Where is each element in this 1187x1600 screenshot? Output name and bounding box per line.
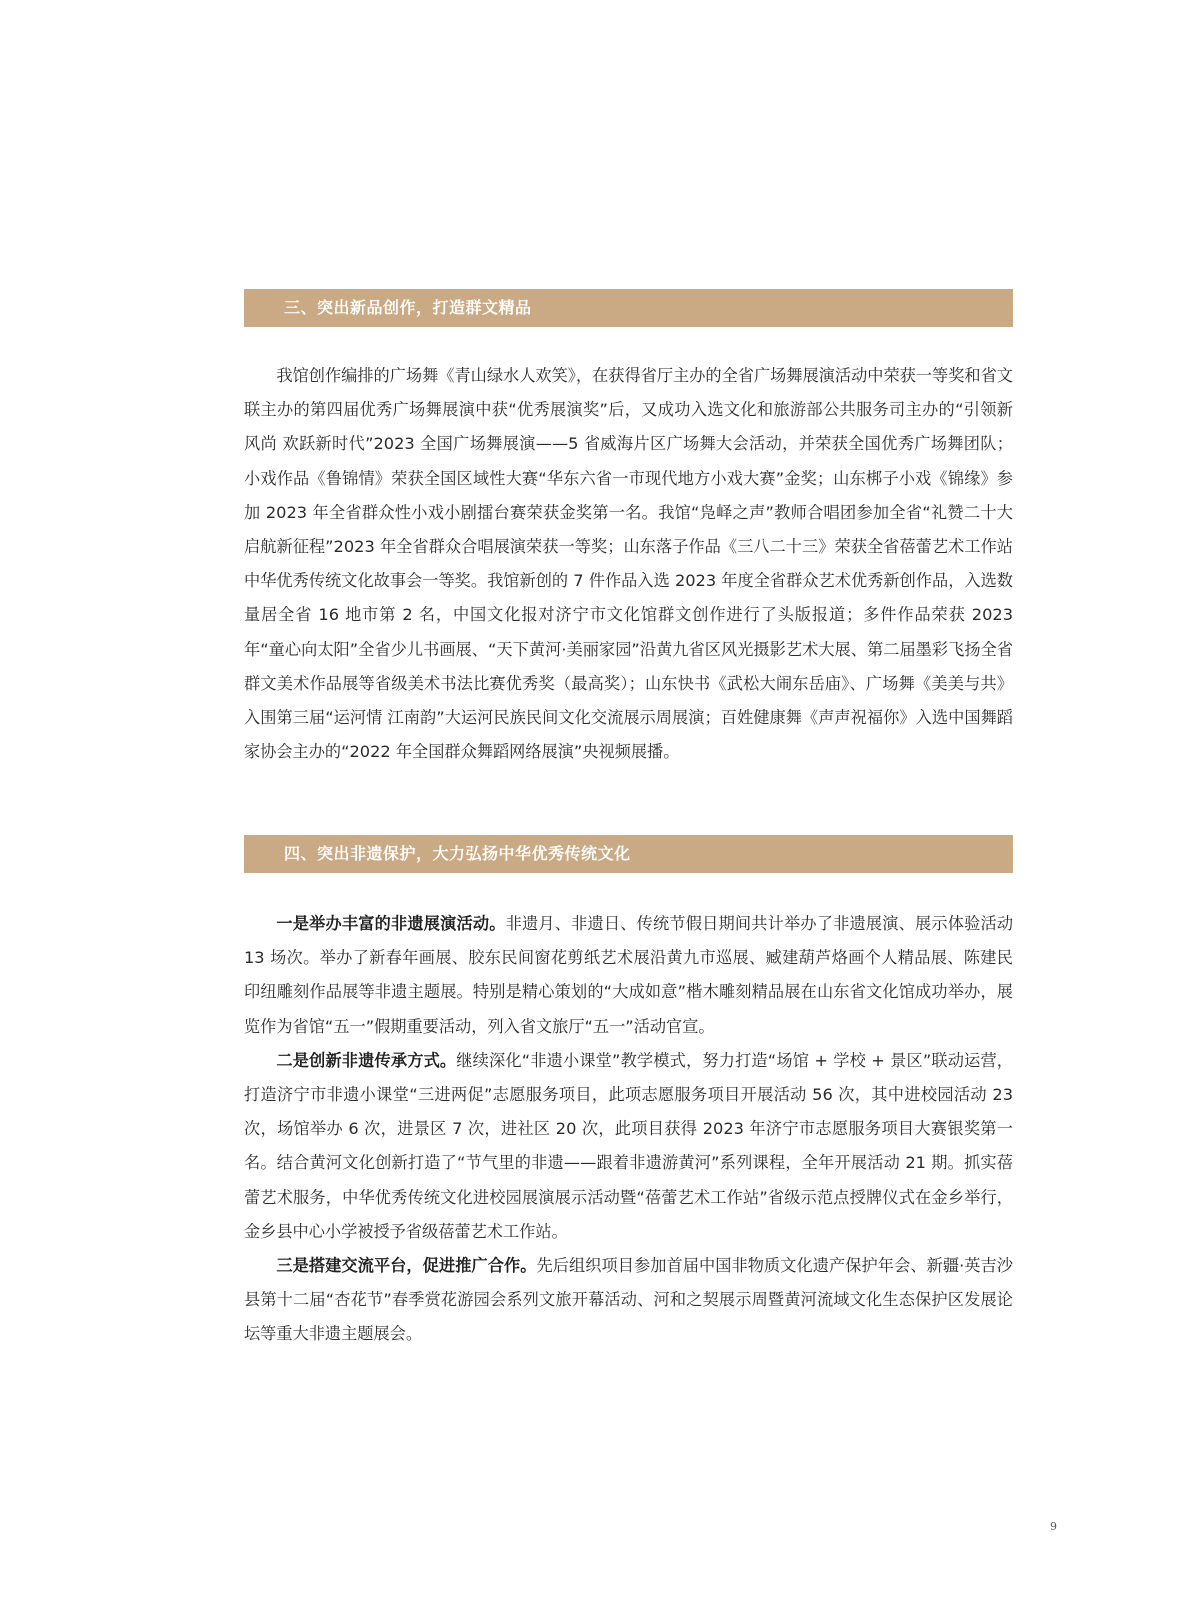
section-4-heading: 四、突出非遗保护，大力弘扬中华优秀传统文化 [244, 835, 1013, 873]
section-4-item-1-text: 非遗月、非遗日、传统节假日期间共计举办了非遗展演、展示体验活动 13 场次。举办了新春年画展、胶东民间窗花剪纸艺术展沿黄九市巡展、臧建葫芦烙画个人精品展、陈建民印纽雕刻作品展等非遗主题展。特别是精心策划的“大成如意”楷木雕刻精品展在山东省文化馆成功举办，展览作为省馆“五一”假期重要活动，列入省文旅厅“五一”活动官宣。 [244, 914, 1014, 1036]
section-4-item-3-text: 先后组织项目参加首届中国非物质文化遗产保护年会、新疆·英吉沙县第十二届“杏花节”春季赏花游园会系列文旅开幕活动、河和之契展示周暨黄河流域文化生态保护区发展论坛等重大非遗主题展会。 [244, 1256, 1013, 1344]
section-3-paragraph: 我馆创作编排的广场舞《青山绿水人欢笑》，在获得省厅主办的全省广场舞展演活动中荣获一等奖和省文联主办的第四届优秀广场舞展演中获“优秀展演奖”后，又成功入选文化和旅游部公共服务司主办的“引领新风尚 欢跃新时代”2023 全国广场舞展演——5 省威海片区广场舞大会活动，并荣获全国优秀广场舞团队；小戏作品《鲁锦情》荣获全国区域性大赛“华东六省一市现代地方小戏大赛”金奖；山东梆子小戏《锦缘》参加 2023 年全省群众性小戏小剧擂台赛荣获金奖第一名。我馆“凫峄之声”教师合唱团参加全省“礼赞二十大 启航新征程”2023 年全省群众合唱展演荣获一等奖；山东落子作品《三八二十三》荣获全省蓓蕾艺术工作站中华优秀传统文化故事会一等奖。我馆新创的 7 件作品入选 2023 年度全省群众艺术优秀新创作品，入选数量居全省 16 地市第 2 名，中国文化报对济宁市文化馆群文创作进行了头版报道；多件作品荣获 2023 年“童心向太阳”全省少儿书画展、“天下黄河·美丽家园”沿黄九省区风光摄影艺术大展、第二届墨彩飞扬全省群文美术作品展等省级美术书法比赛优秀奖（最高奖）；山东快书《武松大闹东岳庙》、广场舞《美美与共》入围第三届“运河情 江南韵”大运河民族民间文化交流展示周展演；百姓健康舞《声声祝福你》入选中国舞蹈家协会主办的“2022 年全国群众舞蹈网络展演”央视频展播。 [244, 366, 1013, 762]
page-number: 9 [1050, 1520, 1057, 1533]
section-4-item-1 [244, 907, 1013, 1044]
section-3-body [244, 359, 1013, 769]
section-4-item-2 [244, 1044, 1013, 1249]
section-4-item-2-lead: 二是创新非遗传承方式。 [276, 1050, 457, 1070]
section-4-item-2-text: 继续深化“非遗小课堂”教学模式，努力打造“场馆 + 学校 + 景区”联动运营，打造济宁市非遗小课堂“三进两促”志愿服务项目，此项志愿服务项目开展活动 56 次，其中进校园活动 23 次，场馆举办 6 次，进景区 7 次，进社区 20 次，此项目获得 2023 年济宁市志愿服务项目大赛银奖第一名。结合黄河文化创新打造了“节气里的非遗——跟着非遗游黄河”系列课程，全年开展活动 21 期。抓实蓓蕾艺术服务，中华优秀传统文化进校园展演展示活动暨“蓓蕾艺术工作站”省级示范点授牌仪式在金乡举行，金乡县中心小学被授予省级蓓蕾艺术工作站。 [244, 1050, 1013, 1241]
section-3-heading: 三、突出新品创作，打造群文精品 [244, 289, 1013, 327]
section-4-item-3 [244, 1249, 1013, 1352]
section-4-item-3-lead: 三是搭建交流平台，促进推广合作。 [276, 1256, 537, 1276]
section-4-body [244, 907, 1013, 1352]
section-4-item-1-lead: 一是举办丰富的非遗展演活动。 [276, 914, 506, 933]
